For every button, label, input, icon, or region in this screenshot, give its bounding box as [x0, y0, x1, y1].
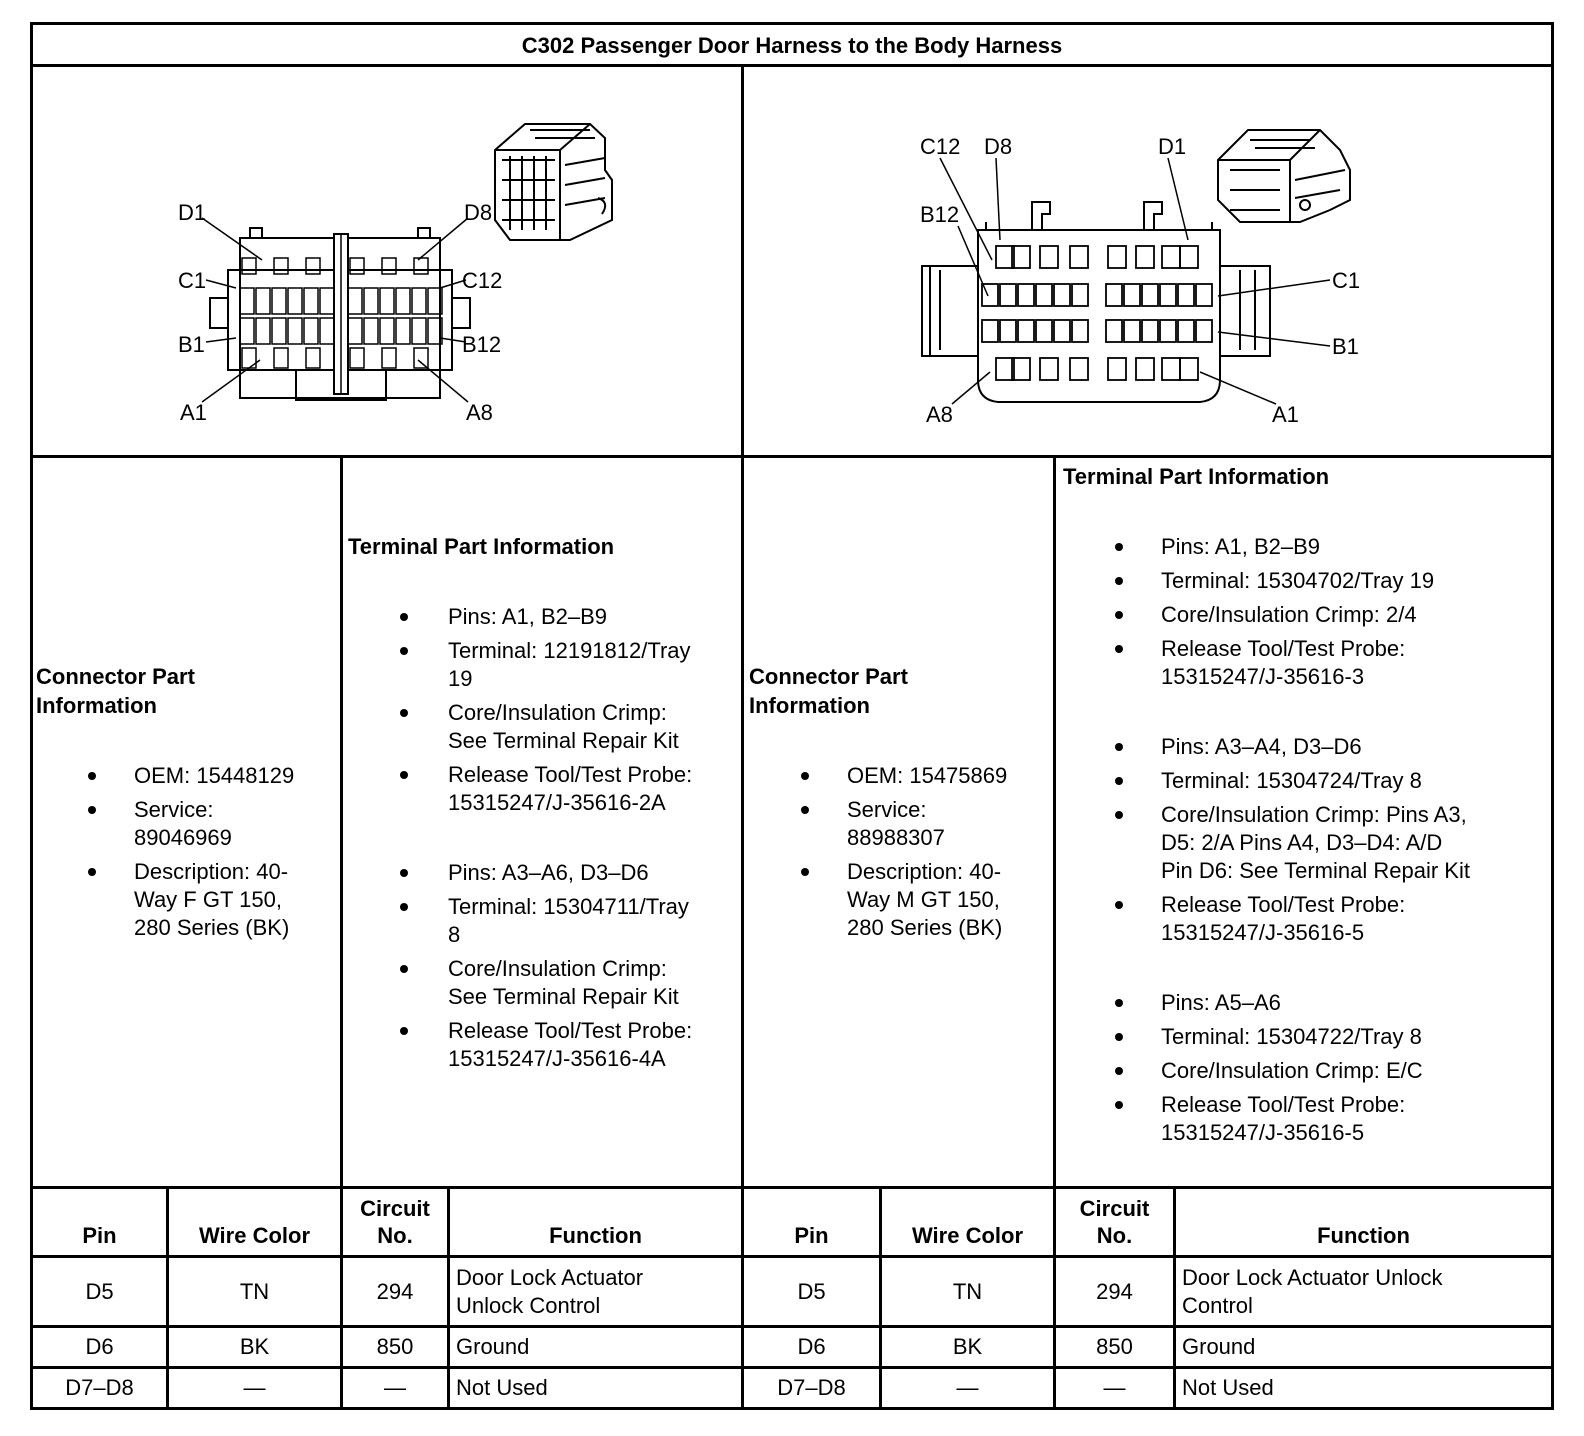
cavity: [1108, 246, 1126, 268]
cavity: [412, 288, 426, 314]
pin-label-d8: D8: [464, 200, 493, 225]
col-header-pin: Pin: [794, 1223, 829, 1248]
cavity: [1160, 320, 1176, 342]
right-terminal-info: Terminal Part Information Pins: A1, B2–B9 Terminal: 15304702/Tray 19 Core/Insulation Crimp: 2/4 Release Tool/Test Probe: 15315247/J-35616-3 Pins: A3–A4, D3–D6 Terminal: 15304724/Tray 8 Core/Insulation Crimp: Pins A3, D5: 2/A Pins A4, D3–D4: A/D Pin D6: See Terminal Repair Kit Release Tool/Test Probe: 15315247/J-35616-5 Pins: A5–A6 Terminal: 15304722/Tray 8 Core/Insulation Crimp: E/C Release Tool/Test Probe: 15315247/J-35616-5: [1063, 462, 1551, 1147]
pin-label-c12: C12: [462, 268, 503, 293]
table-cell-circuit: 850: [376, 1334, 414, 1359]
pin-label-d1: D1: [178, 200, 207, 225]
cavity: [1054, 284, 1070, 306]
cavity: [1136, 246, 1154, 268]
cavity: [1106, 320, 1122, 342]
cavity: [1018, 284, 1034, 306]
cavity: [1040, 246, 1058, 268]
cavity: [1108, 358, 1126, 380]
cavity: [1054, 320, 1070, 342]
divider: [30, 455, 1554, 458]
pin-label-b1: B1: [178, 332, 205, 357]
pin-label-a8: A8: [926, 402, 953, 427]
col-header-pin: Pin: [82, 1223, 117, 1248]
cavity: [364, 288, 378, 314]
cavity: [306, 348, 320, 368]
service-number: 88988307: [847, 825, 945, 850]
pin-label-c1: C1: [178, 268, 207, 293]
oem-number: OEM: 15448129: [134, 763, 295, 788]
pin-label-d1: D1: [1158, 134, 1187, 159]
pin-label-a1: A1: [180, 400, 207, 425]
section-heading: Terminal Part Information: [1063, 464, 1330, 489]
cavity: [304, 288, 318, 314]
table-cell-circuit: 850: [1096, 1334, 1133, 1359]
right-connector-diagram: [900, 110, 1380, 440]
cavity: [242, 258, 256, 274]
cavity: [1162, 358, 1180, 380]
cavity: [1106, 284, 1122, 306]
cavity: [1196, 284, 1212, 306]
cavity: [1196, 320, 1212, 342]
cavity: [1000, 320, 1016, 342]
section-heading: Terminal Part Information: [348, 534, 615, 559]
cavity: [380, 288, 394, 314]
pin-label-c12: C12: [920, 134, 961, 159]
left-connector-diagram: [150, 110, 630, 440]
cavity: [306, 258, 320, 274]
table-cell-pin: D7–D8: [777, 1375, 846, 1400]
cavity: [1072, 284, 1088, 306]
col-header-circuit: Circuit No.: [1079, 1196, 1150, 1248]
cavity: [1136, 358, 1154, 380]
table-cell-circuit: 294: [1096, 1278, 1133, 1304]
table-cell-pin: D7–D8: [65, 1375, 134, 1400]
cavity: [1036, 284, 1052, 306]
cavity: [320, 288, 334, 314]
cavity: [1178, 284, 1194, 306]
cavity: [240, 288, 254, 314]
cavity: [414, 258, 428, 274]
cavity: [1162, 246, 1180, 268]
cavity: [240, 318, 254, 344]
cavity: [288, 318, 302, 344]
cavity: [982, 320, 998, 342]
col-header-function: Function: [1317, 1223, 1410, 1248]
service-number: 89046969: [134, 825, 232, 850]
cavity: [364, 318, 378, 344]
table-cell-function: Ground: [456, 1334, 530, 1359]
cavity: [304, 318, 318, 344]
cavity: [274, 348, 288, 368]
cavity: [1142, 284, 1158, 306]
cavity: [320, 318, 334, 344]
table-cell-function: Ground: [1182, 1334, 1256, 1359]
table-cell-function: Not Used: [456, 1375, 548, 1400]
col-header-function: Function: [549, 1223, 642, 1248]
cavity: [1142, 320, 1158, 342]
table-cell-pin: D6: [85, 1334, 114, 1359]
col-header-wire-color: Wire Color: [911, 1223, 1024, 1248]
cavity: [1036, 320, 1052, 342]
table-cell-color: BK: [952, 1334, 983, 1359]
cavity: [288, 288, 302, 314]
cavity: [272, 288, 286, 314]
cavity: [414, 348, 428, 368]
table-cell-color: —: [243, 1375, 266, 1400]
cavity: [1180, 358, 1198, 380]
pin-label-c1: C1: [1332, 268, 1361, 293]
table-cell-color: BK: [239, 1334, 270, 1359]
table-cell-circuit: —: [384, 1375, 406, 1400]
oem-number: OEM: 15475869: [847, 763, 1008, 788]
cavity: [382, 348, 396, 368]
cavity: [348, 318, 362, 344]
table-cell-function: Not Used: [1182, 1375, 1274, 1400]
col-header-circuit: Circuit No.: [360, 1196, 430, 1248]
col-header-wire-color: Wire Color: [198, 1223, 311, 1248]
page-title: C302 Passenger Door Harness to the Body Harness: [521, 33, 1063, 58]
cavity: [1040, 358, 1058, 380]
pin-label-a1: A1: [1272, 402, 1299, 427]
table-cell-function: Door Lock Actuator Unlock Control: [1182, 1264, 1443, 1318]
left-connector-info: Connector Part Information OEM: 15448129 Service: 89046969 Description: 40- Way F GT 150, 280 Series (BK): [36, 662, 336, 942]
cavity: [382, 258, 396, 274]
section-heading: Connector Part Information: [749, 664, 908, 718]
table-cell-pin: D6: [797, 1334, 826, 1359]
table-cell-color: TN: [952, 1278, 983, 1304]
table-cell-circuit: —: [1103, 1375, 1126, 1400]
cavity: [1124, 320, 1140, 342]
table-cell-circuit: 294: [376, 1278, 414, 1304]
cavity: [1070, 358, 1088, 380]
pin-label-b1: B1: [1332, 334, 1359, 359]
cavity: [1180, 246, 1198, 268]
cavity: [256, 288, 270, 314]
pin-label-b12: B12: [462, 332, 502, 357]
cavity: [1072, 320, 1088, 342]
cavity: [396, 288, 410, 314]
right-connector-info: Connector Part Information OEM: 15475869 Service: 88988307 Description: 40- Way M GT 150, 280 Series (BK): [749, 662, 1049, 942]
cavity: [348, 288, 362, 314]
cavity: [1018, 320, 1034, 342]
cavity: [1124, 284, 1140, 306]
pin-label-d8: D8: [984, 134, 1013, 159]
cavity: [1160, 284, 1176, 306]
table-cell-color: —: [956, 1375, 979, 1400]
left-terminal-info: Terminal Part Information Pins: A1, B2–B9 Terminal: 12191812/Tray 19 Core/Insulation Crimp: See Terminal Repair Kit Release Tool/Test Probe: 15315247/J-35616-2A Pins: A3–A6, D3–D6 Terminal: 15304711/Tray 8 Core/Insulation Crimp: See Terminal Repair Kit Release Tool/Test Probe: 15315247/J-35616-4A: [348, 532, 740, 1073]
cavity: [350, 258, 364, 274]
table-cell-pin: D5: [797, 1278, 826, 1304]
cavity: [274, 258, 288, 274]
table-cell-pin: D5: [85, 1278, 114, 1304]
cavity: [1178, 320, 1194, 342]
table-cell-function: Door Lock Actuator Unlock Control: [456, 1264, 644, 1318]
cavity: [350, 348, 364, 368]
section-heading: Connector Part Information: [36, 664, 195, 718]
cavity: [1000, 284, 1016, 306]
cavity: [396, 318, 410, 344]
pin-label-b12: B12: [920, 202, 960, 227]
cavity: [412, 318, 426, 344]
pin-label-a8: A8: [466, 400, 493, 425]
cavity: [256, 318, 270, 344]
cavity: [1070, 246, 1088, 268]
cavity: [380, 318, 394, 344]
cavity: [272, 318, 286, 344]
table-cell-color: TN: [239, 1278, 270, 1304]
